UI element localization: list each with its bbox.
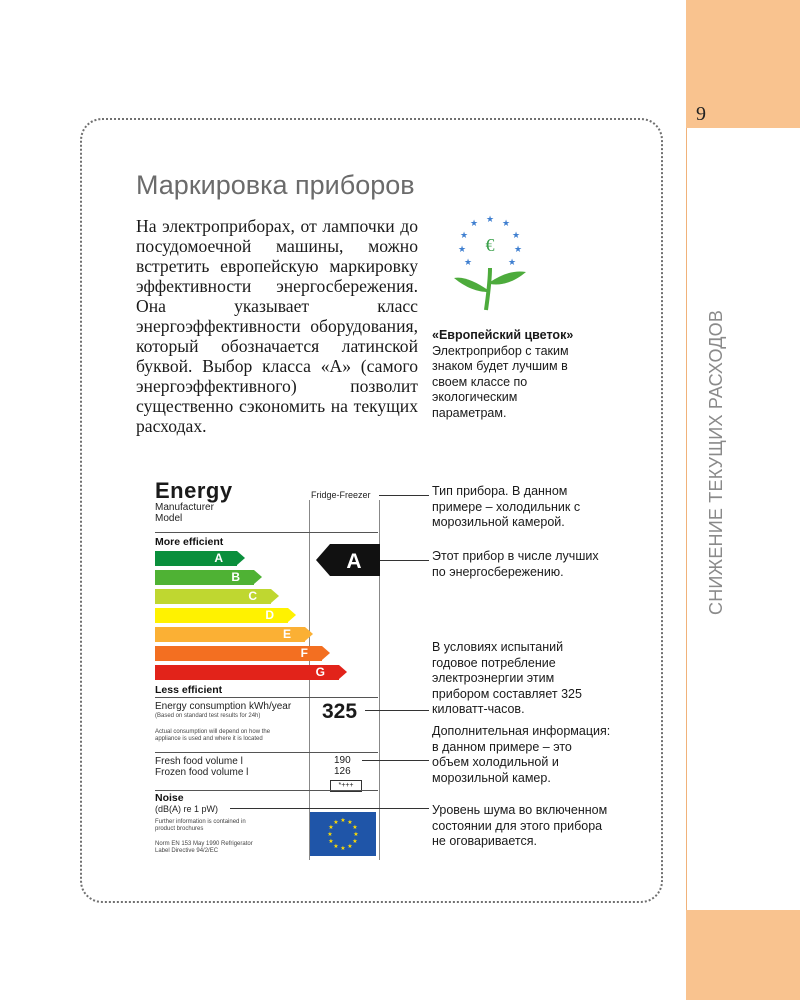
svg-text:★: ★	[511, 230, 521, 240]
section-title: Маркировка приборов	[136, 170, 415, 200]
svg-text:★: ★	[507, 257, 517, 267]
consumption-note: (Based on standard test results for 24h)	[155, 713, 261, 719]
norm-note: Norm EN 153 May 1990 Refrigerator Label Directive 94/2/EC	[155, 841, 253, 854]
manufacturer-label: Manufacturer	[155, 502, 214, 513]
note-noise: Уровень шума во включенном состоянии для этого прибора не оговаривается.	[432, 803, 608, 848]
freezer-star-rating: *+++	[330, 780, 362, 792]
efficiency-bar-c: C	[155, 589, 271, 604]
svg-text:★: ★	[457, 244, 467, 254]
further-info-note: Further information is contained in product brochures	[155, 819, 246, 832]
eu-flower-icon	[450, 210, 530, 315]
label-rule	[155, 697, 378, 698]
efficiency-bar-e: E	[155, 627, 305, 642]
consumption-value: 325	[322, 700, 358, 723]
svg-text:★: ★	[463, 257, 473, 267]
leader-line	[230, 808, 429, 809]
svg-text:★: ★	[459, 230, 469, 240]
svg-text:★: ★	[352, 839, 358, 845]
consumption-label: Energy consumption kWh/year	[155, 701, 292, 712]
label-rule	[155, 532, 378, 533]
page-tab-bottom	[686, 910, 800, 1000]
svg-text:★: ★	[353, 832, 359, 838]
frozen-volume-label: Frozen food volume l	[155, 767, 249, 778]
svg-text:★: ★	[333, 820, 339, 826]
leader-line	[362, 760, 429, 761]
svg-text:★: ★	[347, 844, 353, 850]
svg-text:★: ★	[328, 825, 334, 831]
less-efficient-label: Less efficient	[155, 684, 223, 696]
flower-caption-text: Электроприбор с таким знаком будет лучшим в своем классе по экологическим параметрам.	[432, 343, 569, 420]
noise-unit: (dB(A) re 1 pW)	[155, 804, 219, 814]
noise-label: Noise	[155, 792, 184, 804]
frozen-volume-value: 126	[334, 766, 351, 777]
svg-text:★: ★	[485, 214, 495, 224]
flower-caption-heading: «Европейский цветок»	[432, 328, 574, 342]
efficiency-bar-a: A	[155, 551, 237, 566]
energy-label-heading: Energy	[155, 478, 233, 503]
efficiency-bar-d: D	[155, 608, 288, 623]
svg-text:★: ★	[347, 820, 353, 826]
eu-flag-icon	[310, 812, 376, 856]
svg-text:★: ★	[327, 832, 333, 838]
label-rule	[155, 752, 378, 753]
intro-paragraph: На электроприборах, от лампочки до посудомоечной машины, можно встретить европейскую маркировку эффективности энергосбережения. Она указывает класс энергоэффективности оборудования, который обозначается латинской буквой. Выбор класса «А» (самого энергоэффективного) позволит существенно сэкономить на текущих расходах.	[136, 216, 418, 436]
actual-consumption-note: Actual consumption will depend on how the appliance is used and where it is located	[155, 729, 271, 742]
rating-arrow	[316, 544, 380, 576]
efficiency-bar-g: G	[155, 665, 339, 680]
appliance-type: Fridge-Freezer	[311, 490, 371, 500]
svg-text:★: ★	[513, 244, 523, 254]
page-number: 9	[696, 103, 706, 125]
note-appliance-type: Тип прибора. В данном примере – холодильник с морозильной камерой.	[432, 484, 581, 529]
note-volumes: Дополнительная информация: в данном примере – это объем холодильной и морозильной камер.	[432, 724, 611, 785]
svg-text:★: ★	[352, 825, 358, 831]
label-rule	[155, 790, 378, 791]
more-efficient-label: More efficient	[155, 536, 224, 548]
leader-line	[379, 495, 429, 496]
note-efficiency-class: Этот прибор в числе лучших по энергосбережению.	[432, 549, 599, 579]
svg-text:★: ★	[340, 818, 346, 824]
side-divider	[686, 128, 687, 910]
note-consumption: В условиях испытаний годовое потребление электроэнергии этим прибором составляет 325 киловатт-часов.	[432, 640, 582, 716]
svg-text:€: €	[485, 235, 495, 255]
efficiency-bar-f: F	[155, 646, 322, 661]
leader-line	[365, 710, 429, 711]
svg-text:★: ★	[328, 839, 334, 845]
rating-letter: A	[346, 550, 362, 573]
chapter-caption: СНИЖЕНИЕ ТЕКУЩИХ РАСХОДОВ	[706, 309, 726, 615]
flower-caption	[432, 328, 592, 421]
svg-text:★: ★	[501, 218, 511, 228]
fresh-volume-value: 190	[334, 755, 351, 766]
efficiency-bar-b: B	[155, 570, 254, 585]
svg-text:★: ★	[340, 846, 346, 852]
fresh-volume-label: Fresh food volume l	[155, 756, 243, 767]
svg-text:★: ★	[333, 844, 339, 850]
model-label: Model	[155, 513, 183, 524]
leader-line	[380, 560, 429, 561]
svg-text:★: ★	[469, 218, 479, 228]
